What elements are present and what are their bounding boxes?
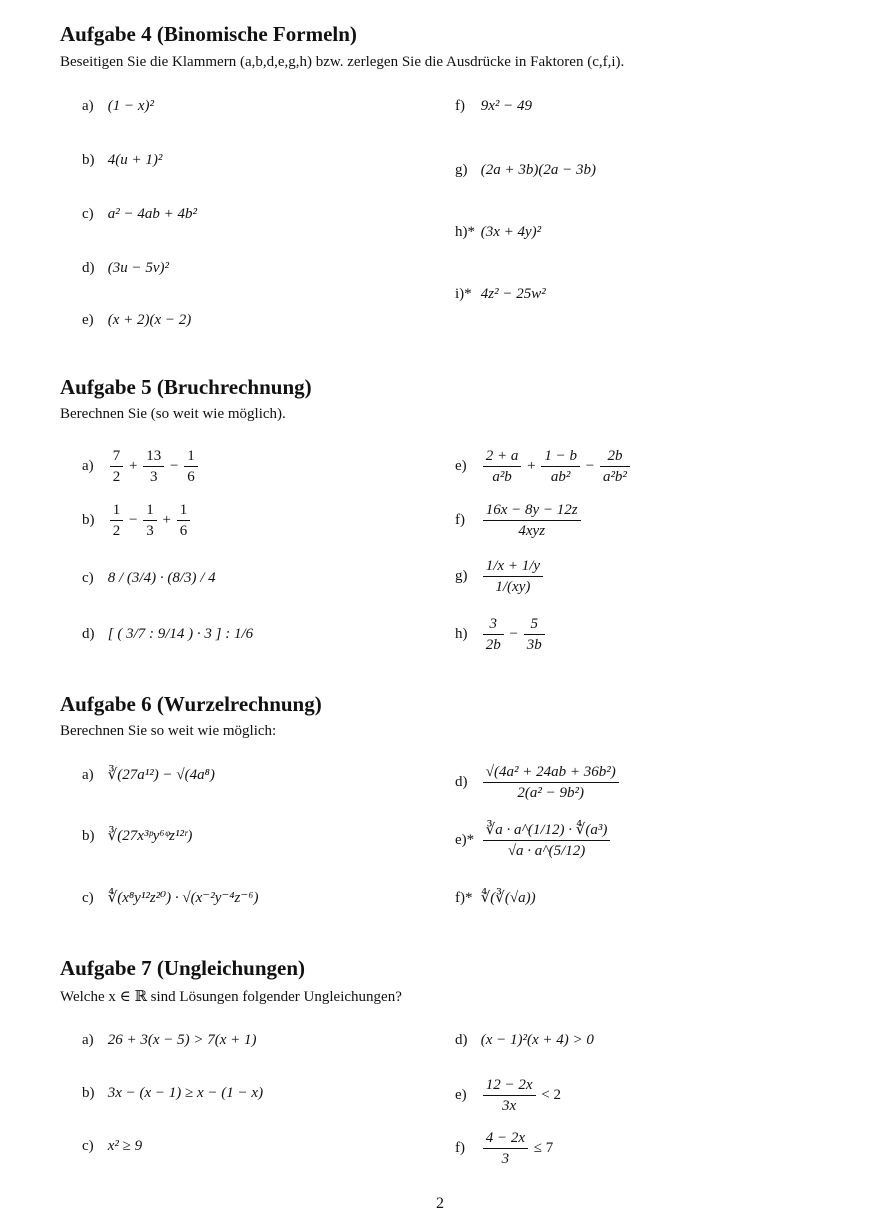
section-intro-aufgabe-6: Berechnen Sie so weit wie möglich: xyxy=(60,723,277,739)
exercise-5c: c) 8 / (3/4) · (8/3) / 4 xyxy=(82,570,216,586)
exercise-7c: c) x² ≥ 9 xyxy=(82,1138,143,1154)
exercise-4d: d) (3u − 5v)² xyxy=(82,260,170,276)
exercise-5h: h) $\frac{3}{2b}$ − $\frac{5}{3b}$ xyxy=(455,614,547,655)
section-title-aufgabe-5: Aufgabe 5 (Bruchrechnung) xyxy=(60,375,312,399)
exercise-5d: d) [ ( 3/7 : 9/14 ) · 3 ] : 1/6 xyxy=(82,626,254,642)
exercise-4i: i)* 4z² − 25w² xyxy=(455,286,546,302)
exercise-4c: c) a² − 4ab + 4b² xyxy=(82,206,197,222)
exercise-6f: f)* ∜(∛(√a)) xyxy=(455,890,536,906)
section-intro-aufgabe-5: Berechnen Sie (so weit wie möglich). xyxy=(60,406,286,422)
exercise-4h: h)* (3x + 4y)² xyxy=(455,224,542,240)
section-title-aufgabe-4: Aufgabe 4 (Binomische Formeln) xyxy=(60,22,357,46)
section-title-aufgabe-7: Aufgabe 7 (Ungleichungen) xyxy=(60,956,306,980)
exercise-7f: f) $\frac{4 - 2x}{3}$ ≤ 7 xyxy=(455,1130,554,1167)
exercise-7d: d) (x − 1)²(x + 4) > 0 xyxy=(455,1032,594,1048)
exercise-7a: a) 26 + 3(x − 5) > 7(x + 1) xyxy=(82,1032,257,1048)
exercise-6e: e)* $\frac{\text{∛a · a\textasciicircum{}(1/12) · ∜(a³)}}{√a \cdot a\^{}(5/12)}$ xyxy=(455,820,612,861)
exercise-4g: g) (2a + 3b)(2a − 3b) xyxy=(455,162,596,178)
section-intro-aufgabe-4: Beseitigen Sie die Klammern (a,b,d,e,g,h) bzw. zerlegen Sie die Ausdrücke in Faktoren (c,f,i). xyxy=(60,54,625,70)
section-title-aufgabe-6: Aufgabe 6 (Wurzelrechnung) xyxy=(60,692,322,716)
exercise-6d: d) $\frac{\text{√(4a² + 24ab + 36b²)}}{\text{2(a² − 9b²)}}$ xyxy=(455,762,621,803)
page-number: 2 xyxy=(436,1195,444,1212)
exercise-4b: b) 4(u + 1)² xyxy=(82,152,163,168)
exercise-4e: e) (x + 2)(x − 2) xyxy=(82,312,192,328)
section-intro-aufgabe-7: Welche x ∈ ℝ sind Lösungen folgender Ungleichungen? xyxy=(60,989,402,1005)
exercise-5a: a) $\frac{7}{2}$ + $\frac{13}{3}$ − $\frac{1}{6}$ xyxy=(82,446,200,487)
exercise-4a: a) (1 − x)² xyxy=(82,98,155,114)
exercise-6b: b) ∛(27x³ᵖy⁶ᵠz¹²ʳ) xyxy=(82,828,193,844)
exercise-5f: f) $\frac{16x - 8y - 12z}{\text{4xyz}}$ xyxy=(455,500,583,541)
exercise-5e: e) $\frac{2 + a}{\text{a²b}}$ + $\frac{1 - b}{\text{ab²}}$ − $\frac{2b}{\text{a²b²}}$ xyxy=(455,446,632,487)
exercise-6c: c) ∜(x⁸y¹²z²⁰) · √(x⁻²y⁻⁴z⁻⁶) xyxy=(82,890,259,906)
exercise-5g: g) $\frac{1/x + 1/y}{1/(xy)}$ xyxy=(455,556,545,597)
exercise-4f: f) 9x² − 49 xyxy=(455,98,533,114)
exercise-6a: a) ∛(27a¹²) − √(4a⁸) xyxy=(82,767,215,783)
exercise-7e: e) $\frac{12 - 2x}{3x}$ < 2 xyxy=(455,1077,561,1114)
exercise-5b: b) $\frac{1}{2}$ − $\frac{1}{3}$ + $\frac{1}{6}$ xyxy=(82,500,192,541)
exercise-7b: b) 3x − (x − 1) ≥ x − (1 − x) xyxy=(82,1085,264,1101)
